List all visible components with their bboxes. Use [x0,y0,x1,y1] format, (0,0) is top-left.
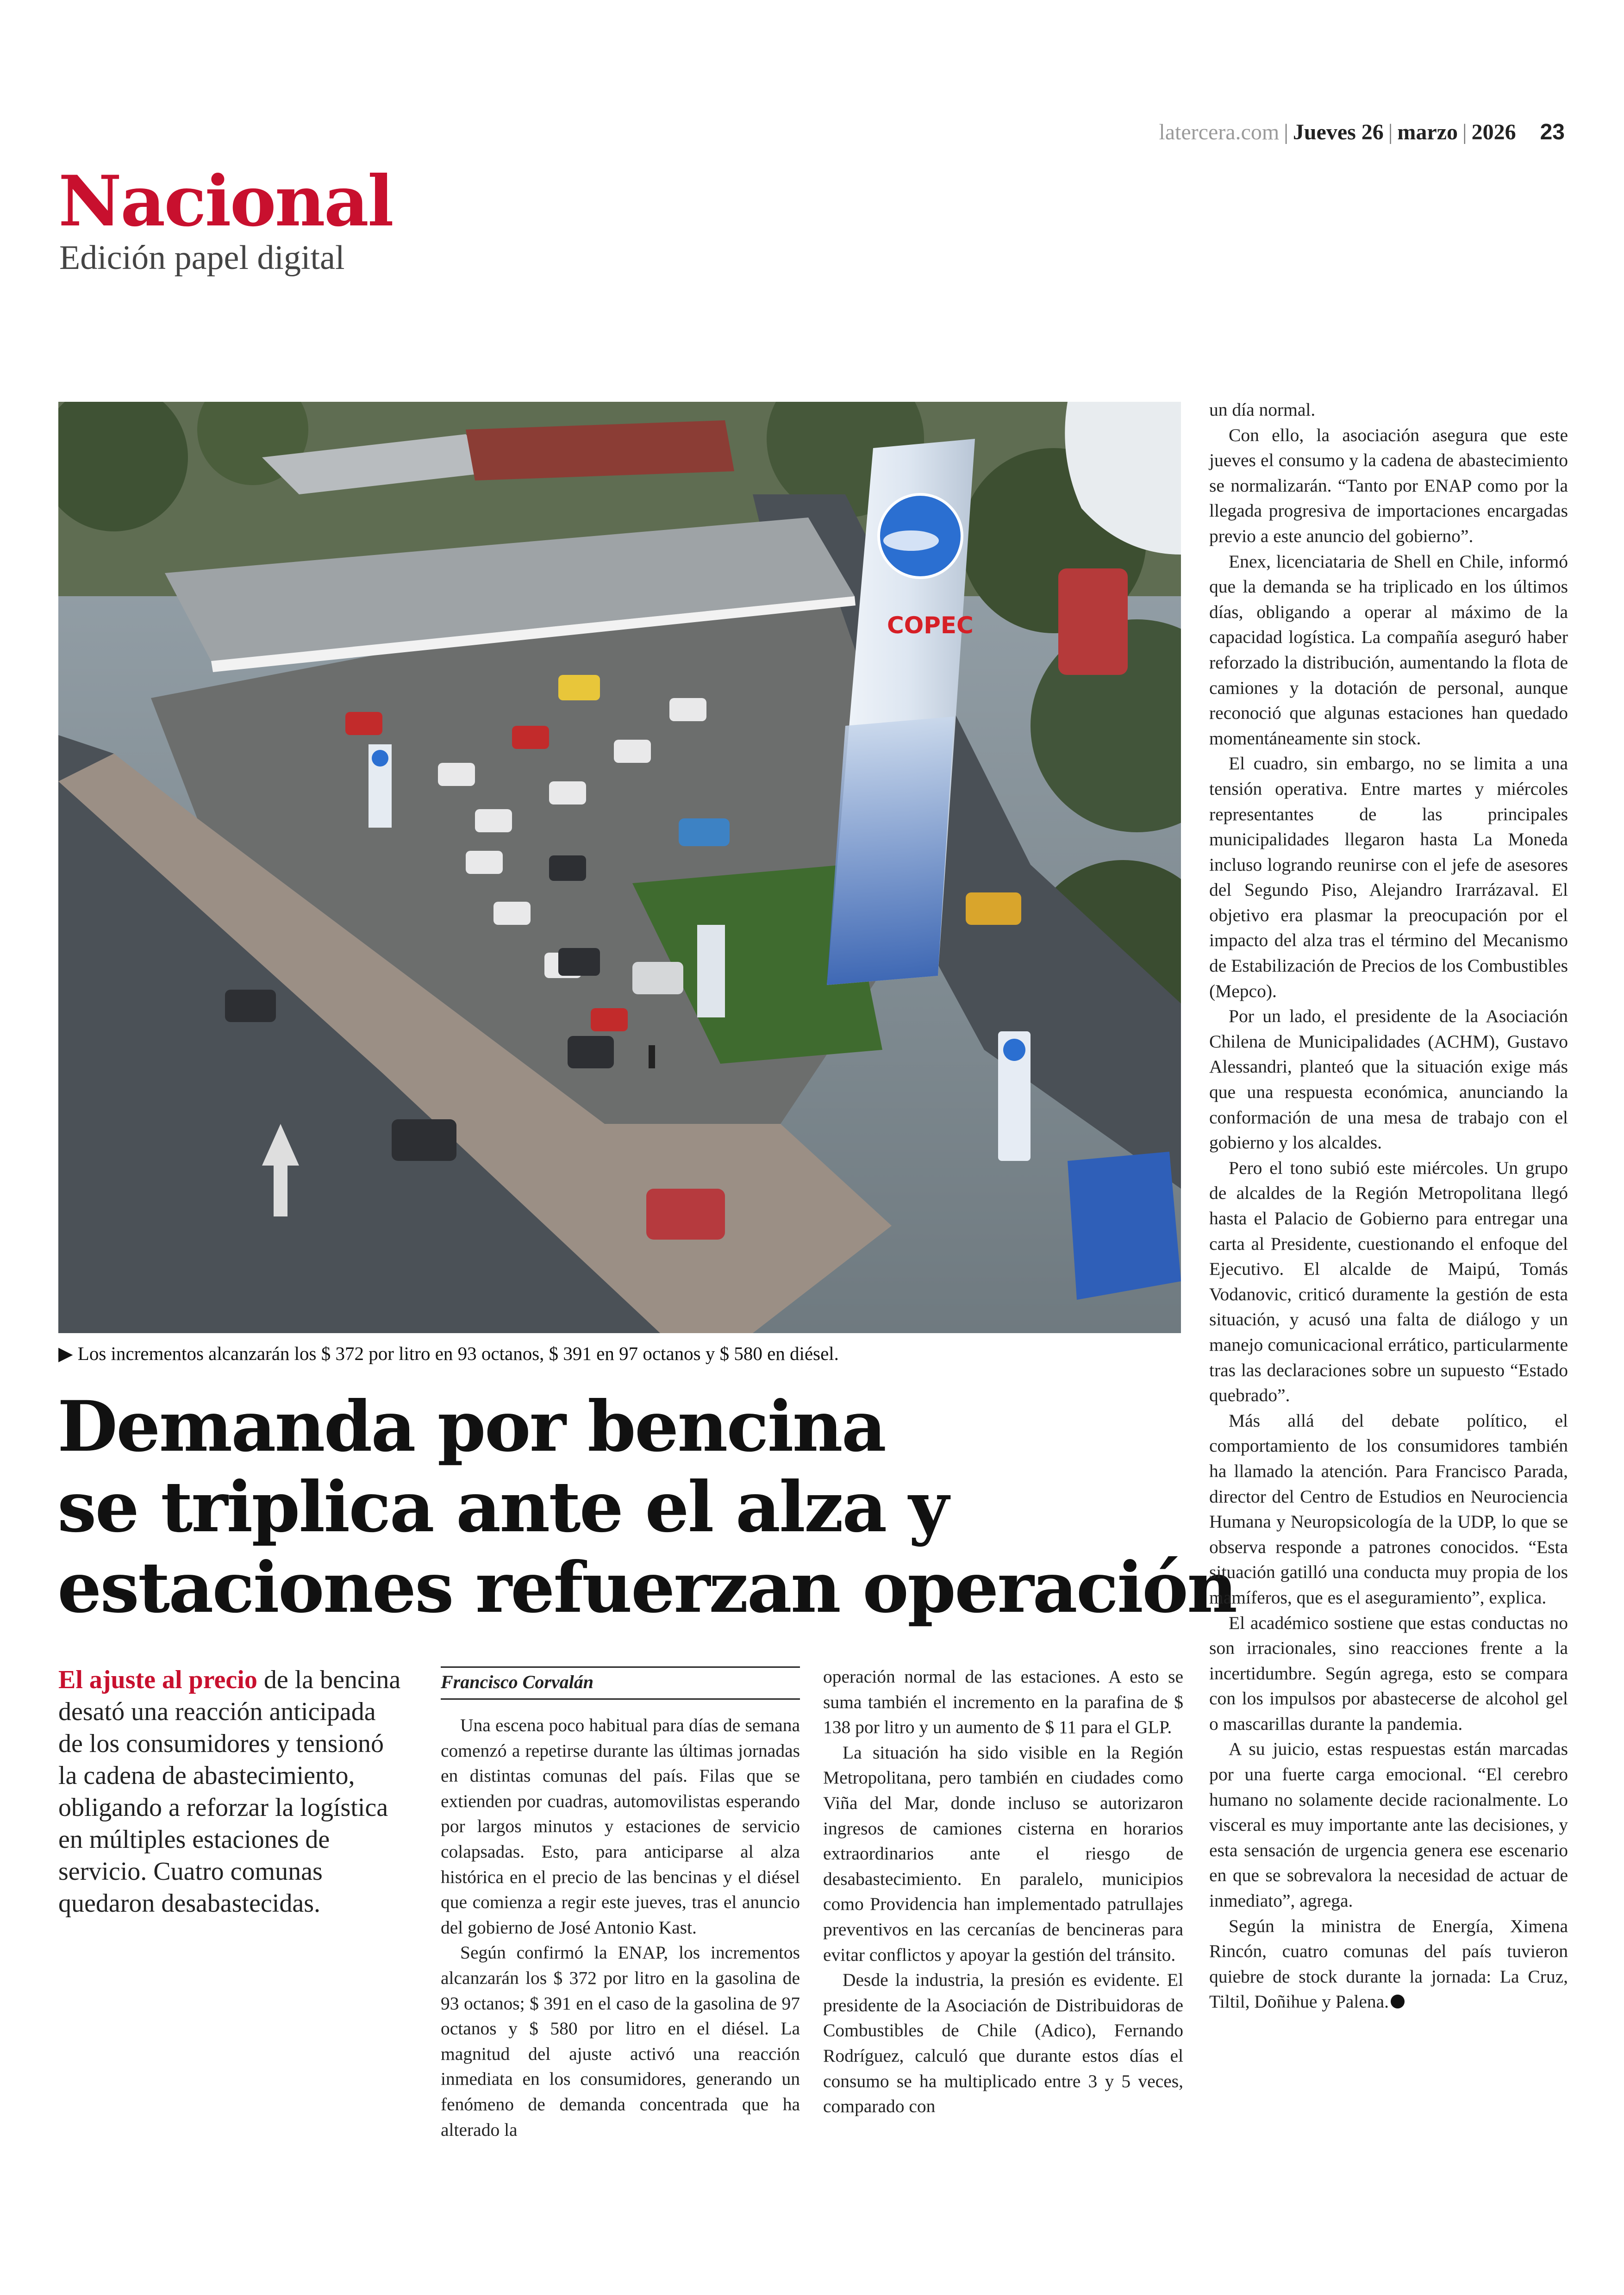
paragraph-final [1209,1914,1568,2014]
site-name: latercera.com [1159,120,1280,144]
page-number: 23 [1540,120,1565,144]
lede-highlight: El ajuste al precio [58,1665,257,1694]
paragraph: un día normal. [1209,399,1316,420]
paragraph: Según confirmó la ENAP, los incrementos alcanzarán los $ 372 por litro en la gasolina de 93 octanos; $ 391 en el caso de la gasolina de 97 octanos y $ 580 por litro en el diésel. La magnitud del ajuste activó una reacción inmediata en los consumidores, generando un fenómeno de demanda concentrada que ha alterado la [441,1942,800,2140]
paragraph: operación normal de las estaciones. A esto se suma también el incremento en la parafina de $ 138 por litro y un aumento de $ 11 para el GLP. [823,1666,1183,1738]
lede-text: de la bencina desató una reacción anticipada de los consumidores y tensionó la cadena de abastecimiento, obligando a reforzar la logística en múltiples estaciones de servicio. Cuatro comunas quedaron desabastecidas. [58,1665,401,1918]
headline [57,1386,1237,1628]
end-mark-icon [1391,1995,1405,2008]
headline-line: se triplica ante el alza y [57,1466,948,1548]
body-column-2 [823,1664,1183,2119]
folio-year: 2026 [1471,120,1516,144]
paragraph: Una escena poco habitual para días de semana comenzó a repetirse durante las últimas jornadas en distintas comunas del país. Filas que se extienden por cuadras, automovilistas esperando por largos minutos y estaciones de servicio colapsadas. Esto, para anticiparse al alza histórica en el precio de las bencinas y el diésel que comienza a regir este jueves, tras el anuncio del gobierno de José Antonio Kast. [441,1715,800,1938]
byline-rule [441,1666,800,1668]
folio-day: Jueves 26 [1293,120,1384,144]
paragraph: Desde la industria, la presión es evidente. El presidente de la Asociación de Distribuidoras de Combustibles de Chile (Adico), Fernando Rodríguez, calculó que durante estos días el consumo se ha multiplicado entre 3 y 5 veces, comparado con [823,1970,1183,2117]
section-title: Nacional [58,161,393,242]
headline-line: Demanda por bencina [57,1386,885,1467]
page-folio: latercera.com | Jueves 26 | marzo | 2026 23 [1159,120,1565,144]
body-column-3 [1209,397,1568,2014]
gas-station-aerial-illustration [58,402,1181,1333]
photo-caption: ▶ Los incrementos alcanzarán los $ 372 por litro en 93 octanos, $ 391 en 97 octanos y $ 580 en diésel. [58,1343,839,1364]
headline-line: estaciones refuerzan operación [57,1547,1237,1628]
paragraph: El académico sostiene que estas conductas no son irracionales, sino reacciones frente a la incertidumbre. Según agrega, esto se compara con los impulsos por abastecerse de alcohol gel o mascarillas durante la pandemia. [1209,1612,1568,1734]
folio-month: marzo [1397,120,1458,144]
byline: Francisco Corvalán [441,1671,800,1700]
paragraph: Pero el tono subió este miércoles. Un grupo de alcaldes de la Región Metropolitana llegó hasta el Palacio de Gobierno para entregar una carta al Presidente, cuestionando el enfoque del Ejecutivo. El alcalde de Maipú, Tomás Vodanovic, criticó duramente la gestión de esta situación, y acusó una falta de diálogo y un manejo comunicacional errático, particularmente tras las declaraciones sobre un supuesto “Estado quebrado”. [1209,1157,1568,1406]
paragraph: El cuadro, sin embargo, no se limita a una tensión operativa. Entre martes y miércoles representantes de las principales municipalidades llegaron hasta La Moneda incluso logrando reunirse con el jefe de asesores del Segundo Piso, Alejandro Irarrázaval. El objetivo era plasmar la preocupación por el impacto del alza tras el término del Mecanismo de Estabilización de Precios de los Combustibles (Mepco). [1209,753,1568,1001]
edition-label: Edición papel digital [59,239,345,277]
paragraph: Más allá del debate político, el comportamiento de los consumidores también ha llamado la atención. Para Francisco Parada, director del Centro de Estudios en Neurociencia Humana y Neuropsicología de la UDP, lo que se observa responde a patrones conocidos. “Esta situación gatilló una conducta muy propia de los mamíferos, que es el aseguramiento”, explica. [1209,1410,1568,1608]
paragraph: A su juicio, estas respuestas están marcadas por una fuerte carga emocional. “El cerebro humano no solamente decide racionalmente. Lo visceral es muy importante ante las decisiones, y esta sensación de urgencia genera ese escenario en que se sobrevalora la necesidad de actuar de inmediato”, agrega. [1209,1739,1568,1911]
paragraph: Enex, licenciataria de Shell en Chile, informó que la demanda se ha triplicado en los últimos días, obligando a operar al máximo de la capacidad logística. La compañía aseguró haber reforzado la distribución, aumentando la flota de camiones y la dotación de personal, aunque reconoció que algunas estaciones han quedado momentáneamente sin stock. [1209,551,1568,748]
body-column-1 [441,1713,800,2142]
paragraph: Con ello, la asociación asegura que este jueves el consumo y la cadena de abastecimiento se normalizarán. “Tanto por ENAP como por la llegada progresiva de importaciones encargadas previo a este anuncio del gobierno”. [1209,424,1568,546]
paragraph: La situación ha sido visible en la Región Metropolitana, pero también en ciudades como Viña del Mar, donde incluso se autorizaron ingresos de camiones cisterna en horarios extraordinarios ante el riesgo de desabastecimiento. En paralelo, municipios como Providencia han implementado patrullajes preventivos en las cercanías de bencineras para evitar conflictos y apoyar la gestión del tránsito. [823,1742,1183,1965]
news-photo [58,402,1181,1333]
paragraph: Por un lado, el presidente de la Asociación Chilena de Municipalidades (ACHM), Gustavo Alessandri, planteó que la situación exige más que una respuesta económica, anunciando la conformación de una mesa de trabajo con el gobierno y los alcaldes. [1209,1006,1568,1153]
copec-sign-text: COPEC [887,612,974,639]
lede [58,1664,401,1920]
final-paragraph-text: Según la ministra de Energía, Ximena Rincón, cuatro comunas del país tuvieron quiebre de stock durante la jornada: La Cruz, Tiltil, Doñihue y Palena. [1209,1915,1568,2012]
